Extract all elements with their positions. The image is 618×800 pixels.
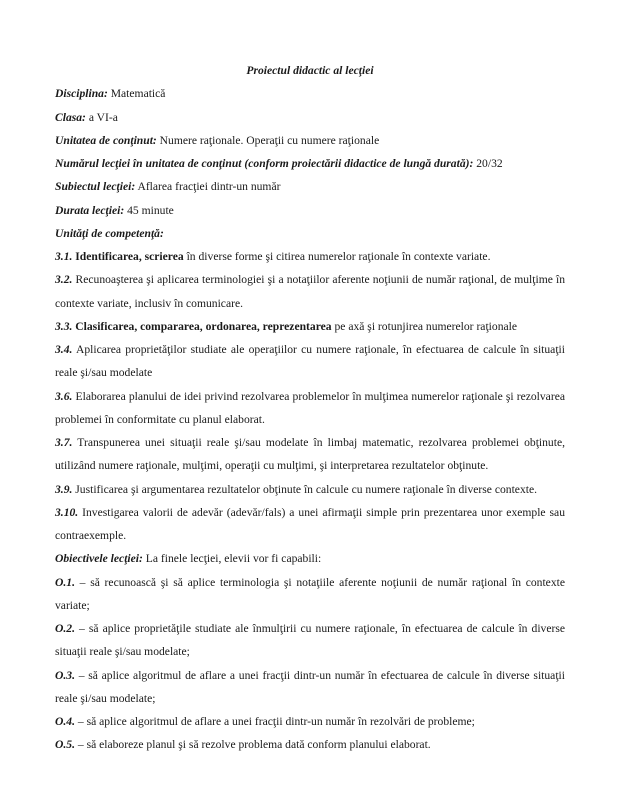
text-run: – să aplice proprietăţile studiate ale înmulţirii cu numere raţionale, în efectuarea de calcule în diverse situaţii reale şi/sau modelate; [55,622,565,659]
text-run: Unitatea de conţinut: [55,133,157,147]
text-run: 3.4. [55,343,73,356]
text-run: 45 minute [124,203,174,217]
text-run: Durata lecţiei: [55,203,125,217]
paragraph-obiectiv-o-3 [55,664,565,711]
paragraph-disciplina [55,82,565,105]
text-run: Aflarea fracţiei dintr-un număr [135,180,281,194]
text-run: Investigarea valorii de adevăr (adevăr/fals) a unei afirmaţii simple prin prezentarea unor exemple sau contraexemple. [55,505,565,542]
document-body [55,82,565,756]
document-title: Proiectul didactic al lecţiei [246,64,374,77]
text-run: Clasa: [55,110,86,124]
paragraph-obiectiv-o-1 [55,571,565,618]
text-run: Recunoaşterea şi aplicarea terminologiei şi a notaţiilor aferente noţiunii de număr raţional, de mulţime în contexte variate, inclusiv în comunicare. [55,273,565,310]
text-run: pe axă şi rotunjirea numerelor raţionale [331,319,517,333]
paragraph-clasa [55,106,565,129]
text-run: Elaborarea planului de idei privind rezolvarea problemelor în mulţimea numerelor raţionale şi rezolvarea problemei în conformitate cu planul elaborat. [55,389,565,426]
paragraph-subiectul-lectiei [55,175,565,198]
text-run: a VI-a [85,110,118,124]
paragraph-durata-lectiei [55,199,565,222]
text-run: Aplicarea proprietăţilor studiate ale operaţiilor cu numere raţionale, în efectuarea de calcule în situaţii reale şi/sau modelate [55,343,565,380]
text-run: O.5. [55,738,75,752]
text-run: Clasificarea, compararea, ordonarea, reprezentarea [72,319,332,333]
text-run: – să recunoască şi să aplice terminologia şi notaţiile aferente noţiunii de număr raţional în contexte variate; [55,575,565,612]
text-run: Numere raţionale. Operaţii cu numere raţionale [156,133,380,147]
paragraph-unitati-de-competenta [55,222,565,245]
text-run: Justificarea şi argumentarea rezultatelor obţinute în calcule cu numere raţionale în diverse contexte. [72,482,538,496]
text-run: Obiectivele lecţiei: [55,552,143,566]
paragraph-competenta-3-4 [55,338,565,385]
text-run: Numărul lecţiei în unitatea de conţinut (conform proiectării didactice de lungă durată): [55,157,474,170]
text-run: Disciplina: [55,87,108,101]
paragraph-obiectiv-o-2 [55,617,565,664]
text-run: 3.1. [55,250,73,263]
paragraph-unitatea-de-continut [55,129,565,152]
text-run: 3.7. [55,436,73,449]
text-run: – să elaboreze planul şi să rezolve problema dată conform planului elaborat. [74,738,431,752]
paragraph-competenta-3-1 [55,245,565,268]
text-run: Matematică [107,87,166,101]
paragraph-numarul-lectiei [55,152,565,175]
paragraph-obiectiv-o-4 [55,710,565,733]
text-run: în diverse forme şi citirea numerelor raţionale în contexte variate. [183,250,491,263]
paragraph-competenta-3-9 [55,478,565,501]
text-run: Identificarea, scrierea [72,250,184,263]
paragraph-competenta-3-7 [55,431,565,478]
text-run: O.1. [55,575,75,589]
text-run: O.3. [55,668,75,682]
text-run: Subiectul lecţiei: [55,180,136,194]
text-run: 3.6. [55,389,73,403]
paragraph-competenta-3-2 [55,268,565,315]
paragraph-obiectivele-lectiei [55,547,565,570]
text-run: – să aplice algoritmul de aflare a unei fracţii dintr-un număr în efectuarea de calcule în diverse situaţii reale şi/sau modelate; [55,668,565,705]
text-run: 3.9. [55,482,73,496]
text-run: Transpunerea unei situaţii reale şi/sau modelate în limbaj matematic, rezolvarea problemei obţinute, utilizând numere raţionale, mulţimi, operaţii cu mulţimi, şi interpretarea rezultatelor obţinute. [55,436,565,473]
paragraph-obiectiv-o-5 [55,733,565,756]
text-run: O.2. [55,622,75,635]
text-run: O.4. [55,715,75,728]
text-run: 3.3. [55,319,73,333]
text-run: 3.10. [55,505,79,519]
text-run: Unităţi de competenţă: [55,226,164,240]
paragraph-competenta-3-10 [55,501,565,548]
text-run: La finele lecţiei, elevii vor fi capabili: [142,552,322,566]
text-run: – să aplice algoritmul de aflare a unei fracţii dintr-un număr în rezolvări de probleme; [74,715,475,728]
text-run: 20/32 [473,157,503,170]
text-run: 3.2. [55,273,73,287]
paragraph-competenta-3-3 [55,315,565,338]
paragraph-competenta-3-6 [55,385,565,432]
